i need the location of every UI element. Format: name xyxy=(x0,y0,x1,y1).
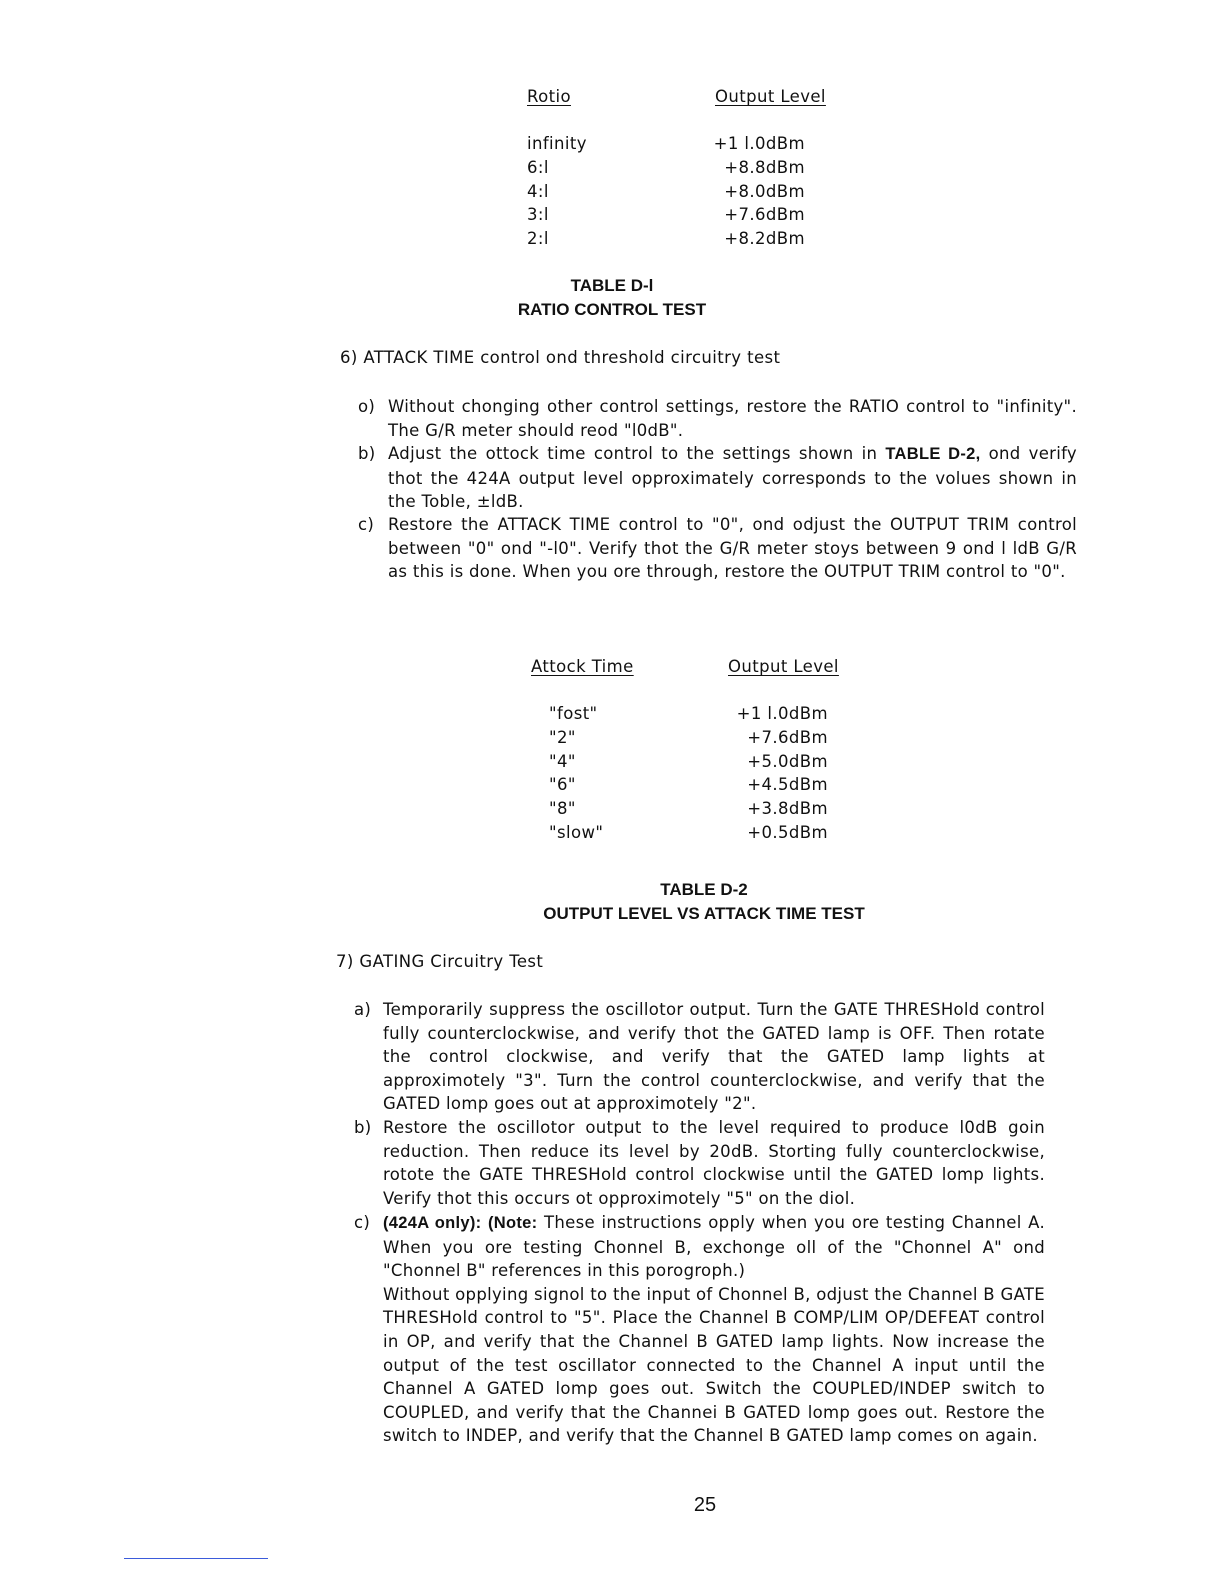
table1-caption-line2: RATIO CONTROL TEST xyxy=(517,300,707,319)
item-label: o) xyxy=(358,397,376,416)
section6-item-c xyxy=(358,513,1077,584)
table1-caption-line1: TABLE D-l xyxy=(570,276,654,295)
table2-time-cell: "fost" xyxy=(549,704,598,723)
table2-level-cell: +0.5dBm xyxy=(747,823,828,842)
section7-item-c xyxy=(354,1211,1046,1448)
table1-ratio-cell: 6:l xyxy=(527,158,549,177)
table1-level-cell: +1 l.0dBm xyxy=(713,134,805,153)
note-text: These instructions opply when you ore testing Channel A. When you ore testing Chonnel B, exchonge oll of the "Chonnel A" ond "Chonnel B" references in this porogroph.) xyxy=(383,1213,1046,1281)
item-text: Temporarily suppress the oscillotor output. Turn the GATE THRESHold control fully counterclockwise, and verify thot the GATED lamp is OFF. Then rotate the control clockwise, and verify that the GATED lamp lights at approximotely "3". Turn the control counterclockwise, and verify that the GATED lomp goes out at approximotely "2". xyxy=(383,1000,1045,1114)
item-label: a) xyxy=(354,1000,372,1019)
table2-caption-line1: TABLE D-2 xyxy=(660,880,748,899)
table2-time-cell: "8" xyxy=(549,799,576,818)
section7-heading: 7) GATING Circuitry Test xyxy=(336,952,544,971)
table2-level-cell: +1 l.0dBm xyxy=(736,704,828,723)
table1-ratio-cell: 4:l xyxy=(527,182,549,201)
item-text: Without opplying signol to the input of Chonnel B, odjust the Channel B GATE THRESHold control to "5". Place the Channel B COMP/LIM OP/DEFEAT control in OP, and verify that the Channel B GATED lamp lights. Now increase the output of the test oscillator connected to the Channel A input until the Channel A GATED lomp goes out. Switch the COUPLED/INDEP switch to COUPLED, and verify that the Channei B GATED lomp goes out. Restore the switch to INDEP, and verify that the Channel B GATED lamp comes on again. xyxy=(383,1284,1045,1446)
table1-ratio-cell: 2:l xyxy=(527,229,549,248)
table1-level-header: Output Level xyxy=(715,87,826,106)
table2-level-cell: +5.0dBm xyxy=(747,752,828,771)
section7-item-a xyxy=(354,998,1045,1116)
item-text: Without chonging other control settings, restore the RATIO control to "infinity". The G/R meter should reod "l0dB". xyxy=(388,397,1077,440)
table2-time-cell: "4" xyxy=(549,752,576,771)
page-number: 25 xyxy=(693,1494,717,1516)
table2-level-cell: +7.6dBm xyxy=(747,728,828,747)
table1-ratio-header: Rotio xyxy=(527,87,571,106)
item-text: Restore the ATTACK TIME control to "0", ond odjust the OUTPUT TRIM control between "0" ond "-l0". Verify thot the G/R meter stoys between 9 ond l ldB G/R as this is done. When you ore through, restore the OUTPUT TRIM control to "0". xyxy=(388,515,1077,582)
table2-level-cell: +3.8dBm xyxy=(747,799,828,818)
table1-ratio-cell: 3:l xyxy=(527,205,549,224)
section6-item-b xyxy=(358,442,1077,514)
item-label: c) xyxy=(358,515,375,534)
table2-level-cell: +4.5dBm xyxy=(747,775,828,794)
item-label: b) xyxy=(354,1118,372,1137)
section6-item-a xyxy=(358,395,1077,442)
note-label: (Note: xyxy=(488,1214,538,1232)
table1-level-cell: +8.0dBm xyxy=(724,182,805,201)
table1-level-cell: +8.2dBm xyxy=(724,229,805,248)
item-label: b) xyxy=(358,444,376,463)
table2-time-cell: "6" xyxy=(549,775,576,794)
item-label: c) xyxy=(354,1213,371,1232)
table2-level-header: Output Level xyxy=(728,657,839,676)
section7-item-b xyxy=(354,1116,1045,1210)
section6-heading: 6) ATTACK TIME control ond threshold circuitry test xyxy=(340,348,781,367)
item-text: Restore the oscillotor output to the level required to produce l0dB goin reduction. Then reduce its level by 20dB. Storting fully counterclockwise, rotote the GATE THRESHold control clockwise until the GATED lomp lights. Verify thot this occurs ot opproximotely "5" on the diol. xyxy=(383,1118,1045,1208)
model-note: (424A only): xyxy=(383,1214,482,1232)
table1-ratio-cell: infinity xyxy=(527,134,587,153)
table1-level-cell: +8.8dBm xyxy=(724,158,805,177)
table1-level-cell: +7.6dBm xyxy=(724,205,805,224)
table2-time-cell: "slow" xyxy=(549,823,604,842)
table-reference: TABLE D-2, xyxy=(885,445,981,463)
table2-time-header: Attock Time xyxy=(531,657,634,676)
item-text: Adjust the ottock time control to the settings shown in xyxy=(388,444,886,463)
table2-caption-line2: OUTPUT LEVEL VS ATTACK TIME TEST xyxy=(543,904,865,923)
table2-time-cell: "2" xyxy=(549,728,576,747)
item-text: ond verify thot the 424A output level opproximately corresponds to the volues shown in the Toble, ±ldB. xyxy=(388,444,1077,512)
footer-rule xyxy=(124,1558,268,1559)
